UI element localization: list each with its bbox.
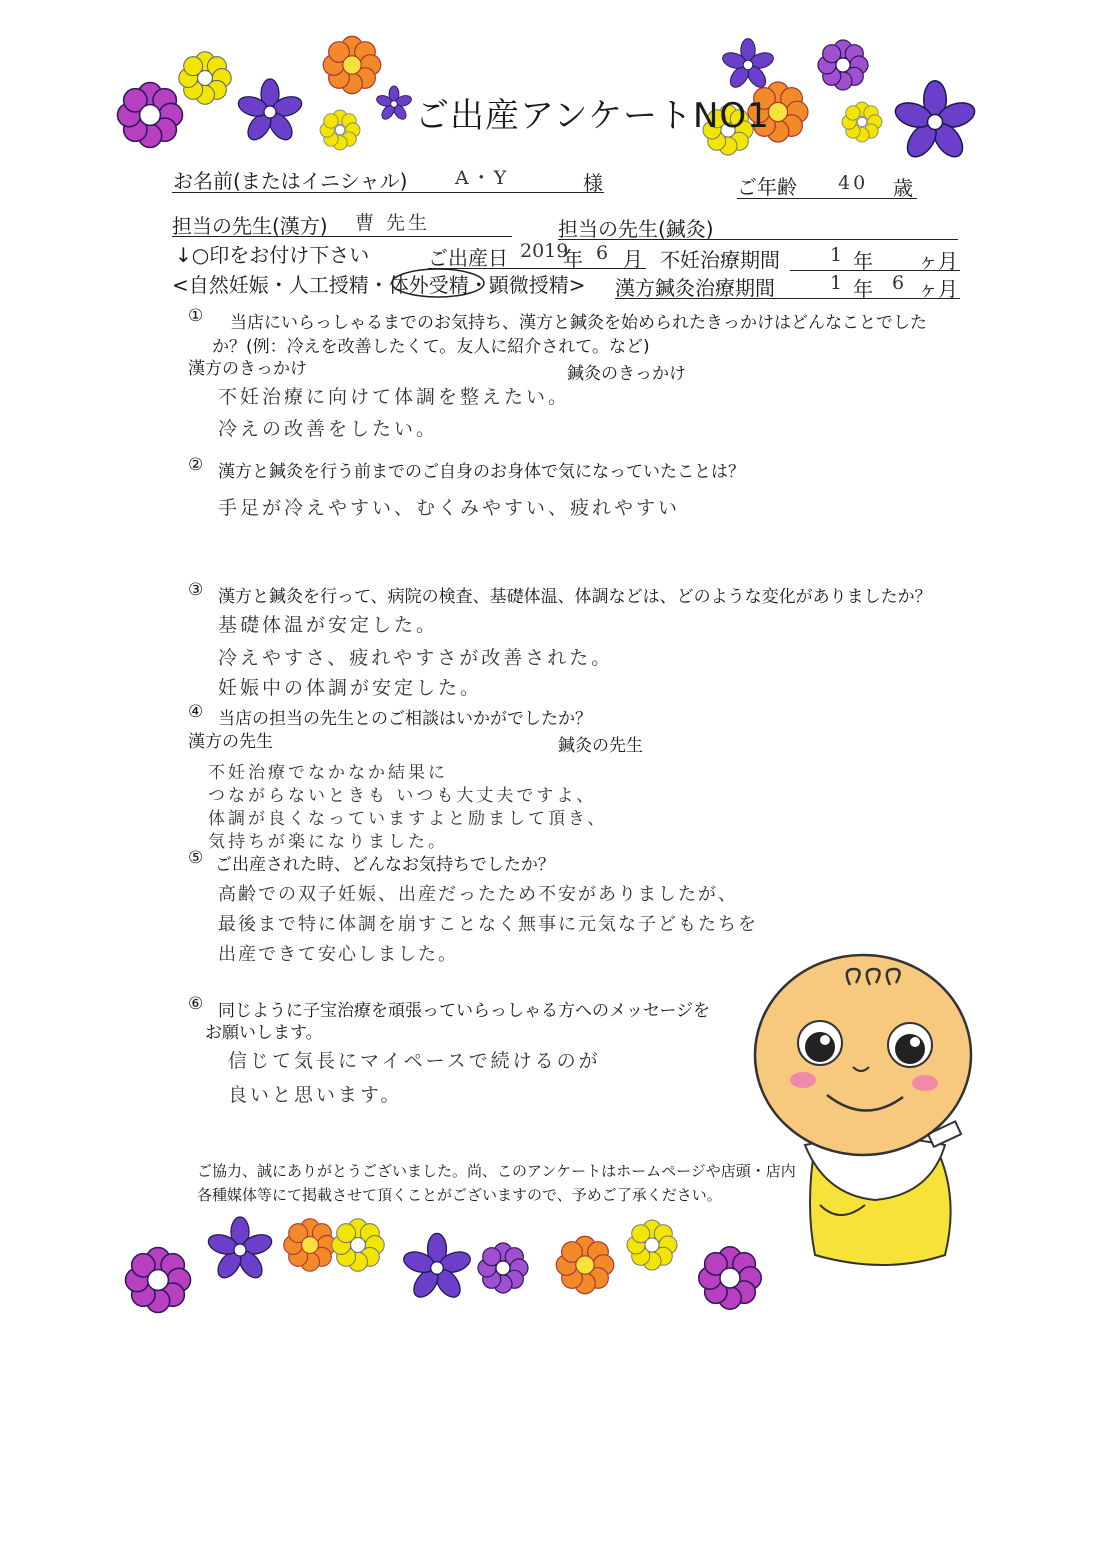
name-suffix: 様 [583, 171, 603, 195]
question-6-answer-1: 信じて気長にマイペースで続けるのが [228, 1050, 601, 1072]
age-underline [737, 198, 917, 199]
age-label: ご年齢 [737, 175, 797, 199]
pregnancy-types: <自然妊娠・人工授精・体外受精・顕微授精> [172, 273, 586, 297]
question-3-text: 漢方と鍼灸を行って、病院の検査、基礎体温、体調などは、どのような変化がありましたか？ [218, 587, 932, 607]
question-4-answer-2: つながらないときも いつも大丈夫ですよ、 [208, 786, 597, 806]
name-underline [172, 192, 604, 193]
question-4-answer-1: 不妊治療でなかなか結果に [208, 763, 448, 783]
treatment-years: 1 [830, 272, 846, 294]
page-title: ご出産アンケートNO1 [415, 96, 770, 136]
question-5-answer-2: 最後まで特に体調を崩すことなく無事に元気な子どもたちを [218, 914, 758, 935]
kampo-teacher-underline [172, 236, 512, 237]
question-5-number: ⑤ [188, 848, 204, 868]
treatment-period-label: 漢方鍼灸治療期間 [615, 276, 775, 300]
question-1-answer-2: 冷えの改善をしたい。 [218, 418, 439, 440]
age-value: 40 [838, 172, 869, 194]
kampo-teacher-value: 曹 先生 [355, 212, 431, 234]
question-3-answer-3: 妊娠中の体調が安定した。 [218, 677, 483, 699]
treatment-months: 6 [892, 272, 908, 294]
birth-year-unit: 年 [563, 247, 583, 271]
treatment-underline [615, 298, 960, 299]
treatment-months-unit: ヶ月 [918, 277, 958, 301]
question-4-text: 当店の担当の先生とのご相談はいかがでしたか？ [218, 709, 592, 729]
question-6-number: ⑥ [188, 994, 204, 1014]
question-6-text-2: お願いします。 [205, 1023, 323, 1043]
question-2-number: ② [188, 455, 204, 475]
question-4-answer-4: 気持ちが楽になりました。 [208, 832, 448, 852]
question-3-answer-1: 基礎体温が安定した。 [218, 614, 439, 636]
question-5-answer-3: 出産できて安心しました。 [218, 944, 458, 965]
birth-month-unit: 月 [623, 247, 643, 271]
acu-teacher-label: 担当の先生(鍼灸) [558, 217, 714, 241]
birth-year: 2019 [520, 240, 569, 262]
question-5-answer-1: 高齢での双子妊娠、出産だったため不安がありましたが、 [218, 884, 738, 905]
infertility-underline [790, 270, 960, 271]
question-4-number: ④ [188, 702, 204, 722]
birth-date-label: ご出産日 [428, 246, 508, 270]
question-4-sub-left: 漢方の先生 [188, 732, 273, 752]
name-value: A・Y [455, 167, 510, 189]
question-6-answer-2: 良いと思います。 [228, 1084, 403, 1106]
question-1-text-2: か？(例：冷えを改善したくて。友人に紹介されて。など) [212, 337, 650, 357]
baby-illustration-icon [745, 955, 1005, 1275]
question-1-sub-left: 漢方のきっかけ [188, 359, 307, 379]
age-unit: 歳 [893, 176, 913, 200]
acu-teacher-underline [558, 239, 958, 240]
kampo-teacher-label: 担当の先生(漢方) [172, 214, 328, 238]
treatment-years-unit: 年 [853, 277, 873, 301]
question-6-text: 同じように子宝治療を頑張っていらっしゃる方へのメッセージを [218, 1001, 710, 1021]
infertility-years: 1 [830, 244, 846, 266]
question-1-number: ① [188, 306, 204, 326]
mark-instruction: ↓○印をお付け下さい [175, 243, 370, 267]
infertility-period-label: 不妊治療期間 [660, 248, 780, 272]
question-4-answer-3: 体調が良くなっていますよと励まして頂き、 [208, 809, 608, 829]
infertility-months-unit: ヶ月 [918, 249, 958, 273]
question-1-text: 当店にいらっしゃるまでのお気持ち、漢方と鍼灸を始められたきっかけはどんなことでした [230, 313, 927, 333]
question-1-answer-1: 不妊治療に向けて体調を整えたい。 [218, 386, 571, 408]
infertility-years-unit: 年 [853, 249, 873, 273]
question-3-answer-2: 冷えやすさ、疲れやすさが改善された。 [218, 647, 614, 669]
question-2-answer-1: 手足が冷えやすい、むくみやすい、疲れやすい [218, 497, 681, 519]
question-4-sub-right: 鍼灸の先生 [558, 736, 643, 756]
birth-month: 6 [596, 242, 612, 264]
question-2-text: 漢方と鍼灸を行う前までのご自身のお身体で気になっていたことは？ [218, 462, 745, 482]
name-label: お名前(またはイニシャル) [173, 169, 408, 193]
footer-note-2: 各種媒体等にて掲載させて頂くことがございますので、予めご了承ください。 [197, 1186, 722, 1204]
selection-circle [388, 266, 488, 300]
question-1-sub-right: 鍼灸のきっかけ [567, 364, 686, 384]
question-5-text: ご出産された時、どんなお気持ちでしたか？ [215, 855, 555, 875]
question-3-number: ③ [188, 580, 204, 600]
footer-note-1: ご協力、誠にありがとうございました。尚、このアンケートはホームページや店頭・店内 [197, 1162, 796, 1180]
